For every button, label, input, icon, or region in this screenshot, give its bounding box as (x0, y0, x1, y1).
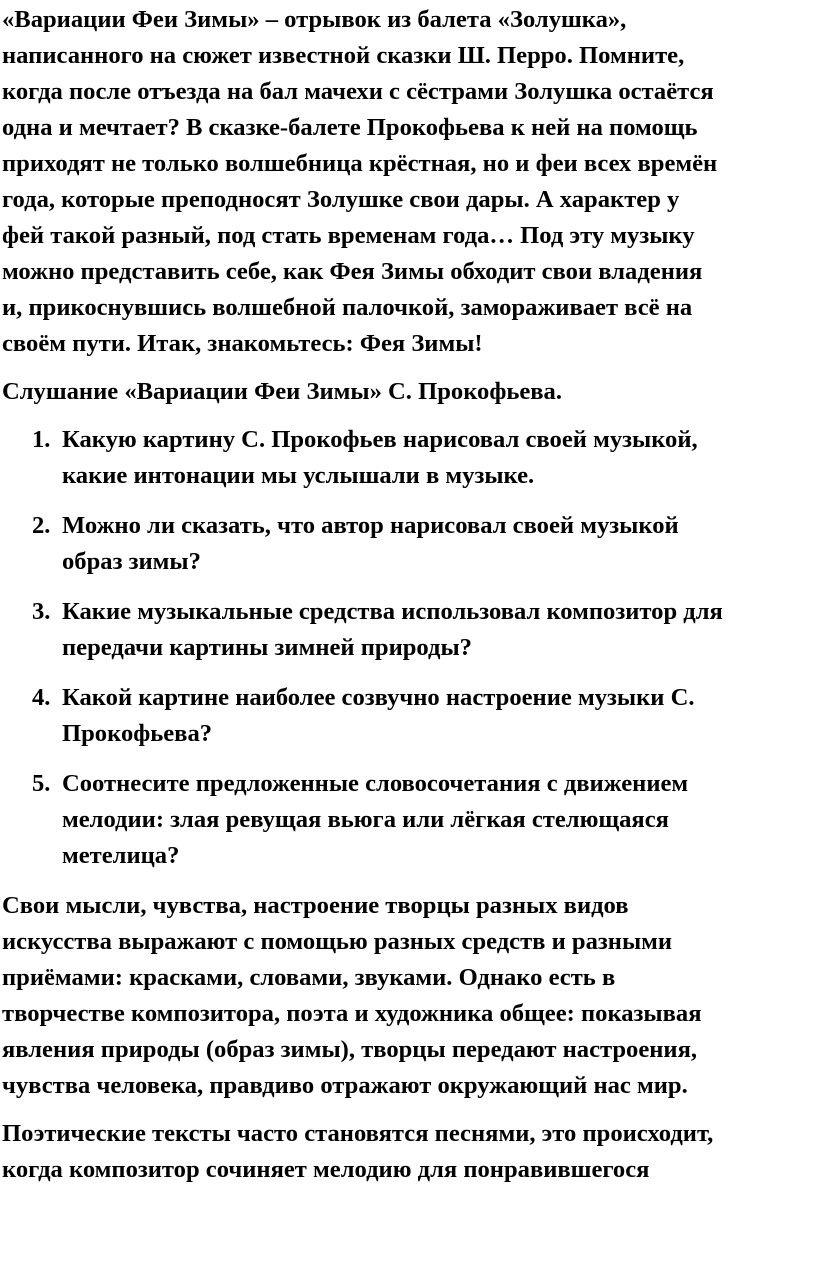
question-line: мелодии: злая ревущая вьюга или лёгкая стелющаяся (62, 806, 669, 833)
question-item (2, 680, 814, 752)
intro-line: своём пути. Итак, знакомьтесь: Фея Зимы! (2, 330, 483, 357)
document-page (2, 0, 814, 1188)
intro-line: можно представить себе, как Фея Зимы обходит свои владения (2, 258, 703, 285)
conclusion-line: искусства выражают с помощью разных средств и разными (2, 928, 673, 955)
intro-line: когда после отъезда на бал мачехи с сёстрами Золушка остаётся (2, 78, 714, 105)
intro-line: одна и мечтает? В сказке-балете Прокофьева к ней на помощь (2, 114, 698, 141)
question-line: образ зимы? (62, 548, 201, 575)
conclusion-paragraph (2, 888, 814, 1104)
question-line: Соотнесите предложенные словосочетания с движением (62, 770, 689, 797)
intro-paragraph (2, 2, 814, 362)
question-item (2, 422, 814, 494)
question-number: 1. (32, 426, 51, 453)
poetry-line: Поэтические тексты часто становятся песнями, это происходит, (2, 1120, 714, 1147)
listening-title: Слушание «Вариации Феи Зимы» С. Прокофьева. (2, 378, 563, 405)
question-item (2, 508, 814, 580)
conclusion-line: явления природы (образ зимы), творцы передают настроения, (2, 1036, 698, 1063)
question-line: Прокофьева? (62, 720, 213, 747)
listening-heading (2, 374, 814, 410)
conclusion-line: чувства человека, правдиво отражают окружающий нас мир. (2, 1072, 688, 1099)
question-line: Какой картине наиболее созвучно настроение музыки С. (62, 684, 695, 711)
conclusion-line: творчестве композитора, поэта и художника общее: показывая (2, 1000, 702, 1027)
question-number: 5. (32, 770, 51, 797)
question-item (2, 766, 814, 874)
intro-line: приходят не только волшебница крёстная, но и феи всех времён (2, 150, 718, 177)
conclusion-line: приёмами: красками, словами, звуками. Однако есть в (2, 964, 616, 991)
question-number: 3. (32, 598, 51, 625)
question-line: какие интонации мы услышали в музыке. (62, 462, 535, 489)
intro-line: года, которые преподносят Золушке свои дары. А характер у (2, 186, 680, 213)
question-line: передачи картины зимней природы? (62, 634, 472, 661)
intro-line: написанного на сюжет известной сказки Ш. Перро. Помните, (2, 42, 685, 69)
intro-line: «Вариации Феи Зимы» – отрывок из балета «Золушка», (2, 6, 627, 33)
poetry-line: когда композитор сочиняет мелодию для понравившегося (2, 1156, 650, 1183)
question-line: Какую картину С. Прокофьев нарисовал своей музыкой, (62, 426, 698, 453)
question-line: метелица? (62, 842, 180, 869)
poetry-paragraph (2, 1116, 814, 1188)
question-number: 2. (32, 512, 51, 539)
intro-line: фей такой разный, под стать временам года… Под эту музыку (2, 222, 695, 249)
question-line: Какие музыкальные средства использовал композитор для (62, 598, 723, 625)
question-number: 4. (32, 684, 51, 711)
question-item (2, 594, 814, 666)
intro-line: и, прикоснувшись волшебной палочкой, замораживает всё на (2, 294, 693, 321)
question-list (2, 422, 814, 874)
conclusion-line: Свои мысли, чувства, настроение творцы разных видов (2, 892, 629, 919)
question-line: Можно ли сказать, что автор нарисовал своей музыкой (62, 512, 679, 539)
